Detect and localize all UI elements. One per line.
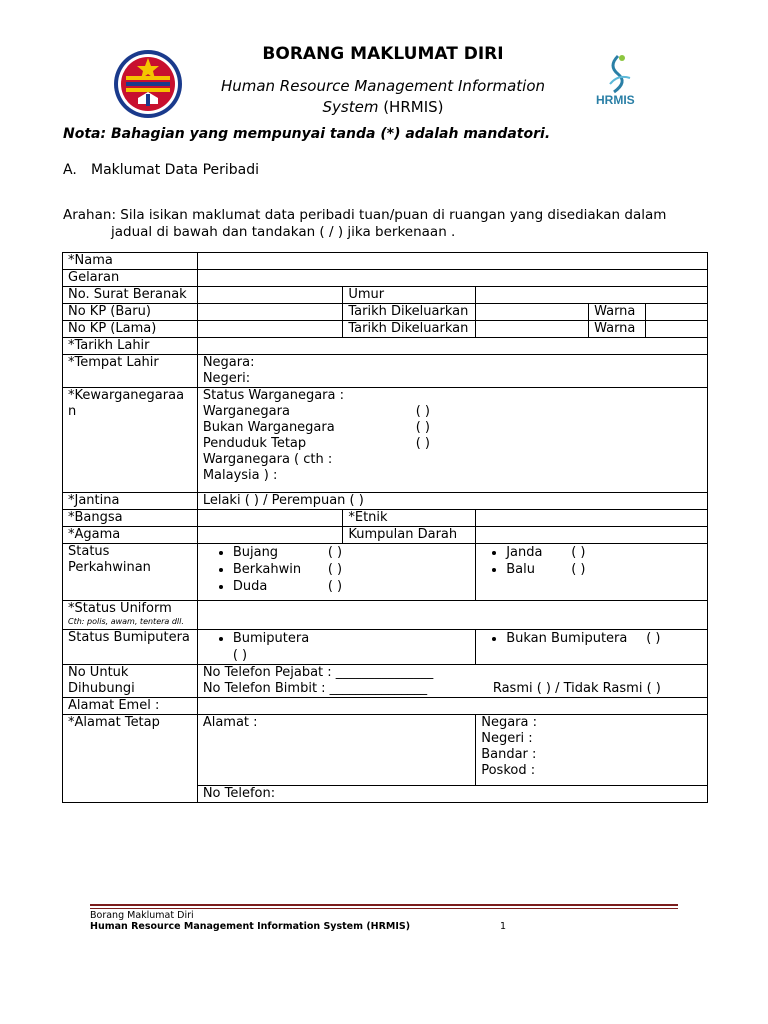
label-negeri-alamat[interactable]: Negeri : xyxy=(481,731,533,746)
option-warganegara[interactable] xyxy=(203,404,702,420)
footer-rule xyxy=(90,904,678,906)
field-kumpulan-darah[interactable] xyxy=(476,527,708,544)
field-rasmi[interactable]: Rasmi ( ) / Tidak Rasmi ( ) xyxy=(492,681,661,696)
checkbox-duda[interactable]: ( ) xyxy=(327,579,343,594)
label-kewarganegaraan: *Kewarganegaraan xyxy=(63,388,198,493)
hrmis-logo-text: HRMIS xyxy=(596,93,635,107)
field-jantina[interactable]: Lelaki ( ) / Perempuan ( ) xyxy=(197,493,707,510)
field-bumiputera xyxy=(197,630,475,665)
label-gelaran: Gelaran xyxy=(63,270,198,287)
field-alamat[interactable]: Alamat : xyxy=(197,715,475,786)
field-alamat-details xyxy=(476,715,708,786)
label-negeri-lahir: Negeri: xyxy=(202,371,251,386)
option-janda-label: Janda xyxy=(506,545,543,560)
option-penduduk-tetap-label: Penduduk Tetap xyxy=(202,436,307,451)
option-bumiputera[interactable] xyxy=(233,630,470,664)
page-number: 1 xyxy=(500,921,507,932)
uniform-note: Cth: polis, awam, tentera dll. xyxy=(68,617,184,626)
label-status-bumiputera: Status Bumiputera xyxy=(63,630,198,665)
option-bukan-warganegara[interactable] xyxy=(203,420,702,436)
checkbox-warganegara[interactable]: ( ) xyxy=(415,404,430,419)
section-title: Maklumat Data Peribadi xyxy=(91,162,260,178)
label-tempat-lahir: *Tempat Lahir xyxy=(63,355,198,388)
instructions-line2: jadual di bawah dan tandakan ( / ) jika berkenaan . xyxy=(111,223,456,240)
option-janda[interactable] xyxy=(506,544,702,561)
section-heading xyxy=(63,162,259,178)
option-penduduk-tetap[interactable] xyxy=(203,436,702,452)
field-no-telefon[interactable]: No Telefon: xyxy=(197,786,707,803)
checkbox-balu[interactable]: ( ) xyxy=(571,562,586,577)
label-tarikh-lahir: *Tarikh Lahir xyxy=(63,338,198,355)
label-negara-lahir: Negara: xyxy=(202,355,255,370)
checkbox-penduduk-tetap[interactable]: ( ) xyxy=(415,436,430,451)
checkbox-bujang[interactable]: ( ) xyxy=(327,545,343,560)
field-nama[interactable] xyxy=(197,253,707,270)
option-balu[interactable] xyxy=(506,561,702,578)
field-bukan-bumiputera xyxy=(476,630,708,665)
field-agama[interactable] xyxy=(197,527,343,544)
footer-rule-thin xyxy=(90,908,678,909)
option-bukan-bumiputera-label: Bukan Bumiputera xyxy=(506,631,628,646)
option-duda[interactable] xyxy=(233,578,470,595)
field-kewarganegaraan xyxy=(197,388,707,493)
field-kp-baru[interactable] xyxy=(197,304,343,321)
label-alamat-emel: Alamat Emel : xyxy=(63,698,198,715)
field-surat-beranak[interactable] xyxy=(197,287,343,304)
option-warganegara-label: Warganegara xyxy=(202,404,290,419)
label-warna-lama: Warna xyxy=(589,321,646,338)
field-status-uniform[interactable] xyxy=(197,601,707,630)
crest-logo xyxy=(112,48,184,120)
label-status-perkahwinan: Status Perkahwinan xyxy=(63,544,198,601)
field-gelaran[interactable] xyxy=(197,270,707,287)
checkbox-bukan-bumiputera[interactable]: ( ) xyxy=(646,631,661,646)
field-tarikh-dikeluarkan-lama[interactable] xyxy=(476,321,589,338)
option-bukan-bumiputera[interactable] xyxy=(506,630,702,647)
field-tarikh-lahir[interactable] xyxy=(197,338,707,355)
field-tempat-lahir[interactable] xyxy=(197,355,707,388)
checkbox-bukan-warganegara[interactable]: ( ) xyxy=(415,420,430,435)
checkbox-berkahwin[interactable]: ( ) xyxy=(327,562,343,577)
label-negara-alamat[interactable]: Negara : xyxy=(481,715,537,730)
field-bangsa[interactable] xyxy=(197,510,343,527)
instructions-line1: Arahan: Sila isikan maklumat data peribadi tuan/puan di ruangan yang disediakan dalam xyxy=(63,207,667,223)
label-no-untuk-dihubungi: No Untuk Dihubungi xyxy=(63,665,198,698)
label-bangsa: *Bangsa xyxy=(63,510,198,527)
label-bandar[interactable]: Bandar : xyxy=(481,747,537,762)
personal-info-form xyxy=(62,252,708,803)
field-alamat-emel[interactable] xyxy=(197,698,707,715)
label-tarikh-dikeluarkan-baru: Tarikh Dikeluarkan xyxy=(343,304,476,321)
mandatory-note: Nota: Bahagian yang mempunyai tanda (*) adalah mandatori. xyxy=(63,126,551,142)
subtitle-line2: System xyxy=(322,98,379,116)
label-kumpulan-darah: Kumpulan Darah xyxy=(343,527,476,544)
option-balu-label: Balu xyxy=(506,562,535,577)
label-warganegara-cth: Warganegara ( cth : Malaysia ) : xyxy=(202,452,333,483)
field-warna-lama[interactable] xyxy=(646,321,708,338)
label-agama: *Agama xyxy=(63,527,198,544)
page-subtitle xyxy=(200,76,566,118)
subtitle-line1: Human Resource Management Information xyxy=(220,77,546,95)
option-berkahwin[interactable] xyxy=(233,561,470,578)
label-tarikh-dikeluarkan-lama: Tarikh Dikeluarkan xyxy=(343,321,476,338)
option-duda-label: Duda xyxy=(232,579,268,594)
field-etnik[interactable] xyxy=(476,510,708,527)
label-kp-baru: No KP (Baru) xyxy=(63,304,198,321)
label-nama: *Nama xyxy=(63,253,198,270)
label-status-uniform xyxy=(63,601,198,630)
label-umur: Umur xyxy=(343,287,476,304)
option-bujang[interactable] xyxy=(233,544,470,561)
label-kp-lama: No KP (Lama) xyxy=(63,321,198,338)
option-bumiputera-label: Bumiputera xyxy=(232,631,310,646)
instructions xyxy=(63,207,713,240)
field-no-untuk-dihubungi xyxy=(197,665,707,698)
field-tel-bimbit[interactable]: No Telefon Bimbit : _______________ xyxy=(202,681,428,696)
footer-doc-title: Borang Maklumat Diri xyxy=(90,910,194,921)
page-title: BORANG MAKLUMAT DIRI xyxy=(262,44,504,64)
field-warna-baru[interactable] xyxy=(646,304,708,321)
field-perkahwinan-left xyxy=(197,544,475,601)
hrmis-logo xyxy=(588,44,648,114)
label-status-warganegara: Status Warganegara : xyxy=(202,388,344,403)
field-kp-lama[interactable] xyxy=(197,321,343,338)
field-tel-bimbit-row xyxy=(203,681,702,697)
field-perkahwinan-right xyxy=(476,544,708,601)
label-surat-beranak: No. Surat Beranak xyxy=(63,287,198,304)
checkbox-bumiputera[interactable]: ( ) xyxy=(232,648,248,663)
option-berkahwin-label: Berkahwin xyxy=(232,562,302,577)
option-bukan-warganegara-label: Bukan Warganegara xyxy=(202,420,335,435)
field-tarikh-dikeluarkan-baru[interactable] xyxy=(476,304,589,321)
label-warna-baru: Warna xyxy=(589,304,646,321)
section-number: A. xyxy=(63,162,77,178)
label-jantina: *Jantina xyxy=(63,493,198,510)
footer-system-name: Human Resource Management Information System (HRMIS) xyxy=(90,921,411,932)
label-alamat-tetap: *Alamat Tetap xyxy=(63,715,198,803)
field-umur[interactable] xyxy=(476,287,708,304)
label-poskod[interactable]: Poskod : xyxy=(481,763,536,778)
label-etnik: *Etnik xyxy=(343,510,476,527)
label-status-uniform-text: *Status Uniform xyxy=(68,601,172,616)
field-tel-pejabat[interactable]: No Telefon Pejabat : _______________ xyxy=(202,665,434,680)
subtitle-line2-rest: (HRMIS) xyxy=(378,98,444,116)
checkbox-janda[interactable]: ( ) xyxy=(571,545,586,560)
option-bujang-label: Bujang xyxy=(232,545,279,560)
